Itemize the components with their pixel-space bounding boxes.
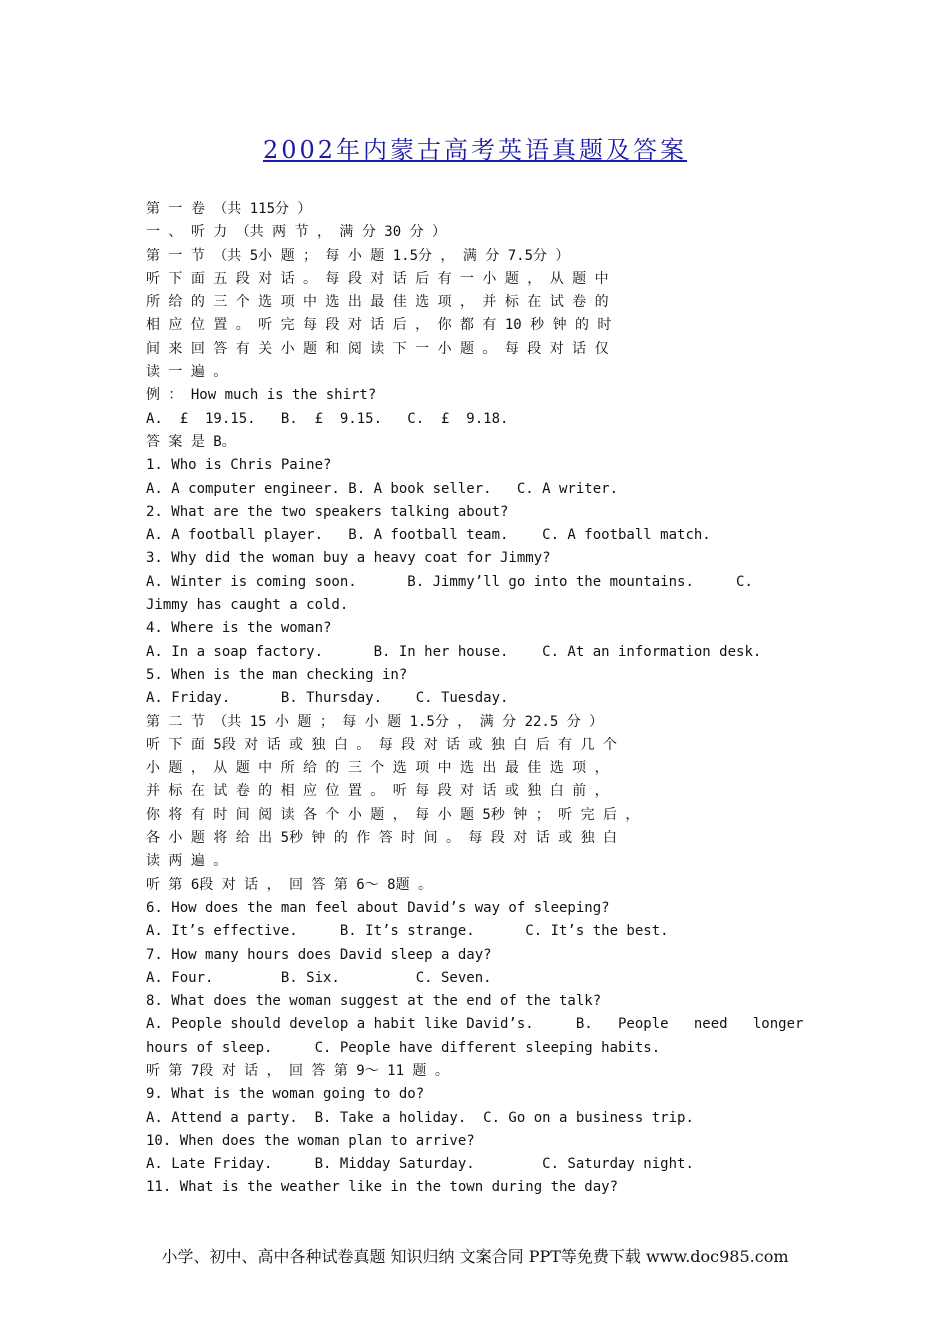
text-line: 读 一 遍 。 [146,364,228,381]
text-line: 3. Why did the woman buy a heavy coat for Jimmy? [146,550,551,567]
text-line: 听 第 7段 对 话 ， 回 答 第 9～ 11 题 。 [146,1062,449,1079]
text-line: 间 来 回 答 有 关 小 题 和 阅 读 下 一 小 题 。 每 段 对 话 仅 [146,340,609,357]
text-line: 听 第 6段 对 话 ， 回 答 第 6～ 8题 。 [146,876,433,893]
text-line: 各 小 题 将 给 出 5秒 钟 的 作 答 时 间 。 每 段 对 话 或 独 白 [146,830,618,847]
text-line: A. Four. B. Six. C. Seven. [146,969,492,986]
page-footer: 小学、初中、高中各种试卷真题 知识归纳 文案合同 PPT等免费下载 www.doc985.com [161,1247,789,1266]
text-line: 例 ： How much is the shirt? [146,387,377,404]
text-line: A. It’s effective. B. It’s strange. C. It’s the best. [146,923,669,940]
text-line: 听 下 面 5段 对 话 或 独 白 。 每 段 对 话 或 独 白 后 有 几 个 [146,736,618,753]
text-line: hours of sleep. C. People have different sleeping habits. [146,1039,661,1056]
text-line: A. A computer engineer. B. A book seller. C. A writer. [146,480,619,497]
text-line: A. Late Friday. B. Midday Saturday. C. Saturday night. [146,1156,694,1173]
text-line: 第 二 节 （共 15 小 题 ； 每 小 题 1.5分 ， 满 分 22.5 分 ） [146,713,604,730]
text-line: 4. Where is the woman? [146,620,332,637]
text-line: 1. Who is Chris Paine? [146,457,332,474]
text-line: 5. When is the man checking in? [146,666,408,683]
text-line: Jimmy has caught a cold. [146,597,349,614]
document-title: 2002年内蒙古高考英语真题及答案 [262,136,688,164]
text-line: 6. How does the man feel about David’s way of sleeping? [146,899,610,916]
text-line: 第 一 卷 （共 115分 ） [146,201,312,217]
text-line: A. Attend a party. B. Take a holiday. C. Go on a business trip. [146,1109,694,1126]
document-body [146,198,816,1200]
text-line: A. Winter is coming soon. B. Jimmy’ll go into the mountains. C. [146,573,753,590]
text-line: A. Friday. B. Thursday. C. Tuesday. [146,690,509,707]
text-line: 听 下 面 五 段 对 话 。 每 段 对 话 后 有 一 小 题 ， 从 题 中 [146,270,609,287]
text-line: A. In a soap factory. B. In her house. C. At an information desk. [146,643,762,660]
text-line: 第 一 节 （共 5小 题 ； 每 小 题 1.5分 ， 满 分 7.5分 ） [146,247,570,264]
text-line: 你 将 有 时 间 阅 读 各 个 小 题 ， 每 小 题 5秒 钟 ； 听 完 后 ， [146,806,640,823]
text-line: 小 题 ， 从 题 中 所 给 的 三 个 选 项 中 选 出 最 佳 选 项 ， [146,760,609,777]
text-line: 8. What does the woman suggest at the end of the talk? [146,993,602,1010]
text-line: 2. What are the two speakers talking about? [146,503,509,520]
text-line: A. A football player. B. A football team. C. A football match. [146,527,711,544]
text-line: 并 标 在 试 卷 的 相 应 位 置 。 听 每 段 对 话 或 独 白 前 ， [146,783,609,800]
text-line: 相 应 位 置 。 听 完 每 段 对 话 后 ， 你 都 有 10 秒 钟 的 时 [146,317,612,334]
text-line: 10. When does the woman plan to arrive? [146,1132,475,1149]
text-line: A. £ 19.15. B. £ 9.15. C. £ 9.18. [146,410,509,427]
text-line: 7. How many hours does David sleep a day? [146,946,492,963]
text-line: 答 案 是 B。 [146,433,236,450]
text-line: 一 、 听 力 （共 两 节 ， 满 分 30 分 ） [146,224,447,241]
text-line: 11. What is the weather like in the town during the day? [146,1179,619,1196]
text-line: 读 两 遍 。 [146,853,228,870]
text-line: 所 给 的 三 个 选 项 中 选 出 最 佳 选 项 ， 并 标 在 试 卷 的 [146,294,609,311]
text-line: A. People should develop a habit like David’s. B. People need longer [146,1016,804,1033]
text-line: 9. What is the woman going to do? [146,1086,425,1103]
